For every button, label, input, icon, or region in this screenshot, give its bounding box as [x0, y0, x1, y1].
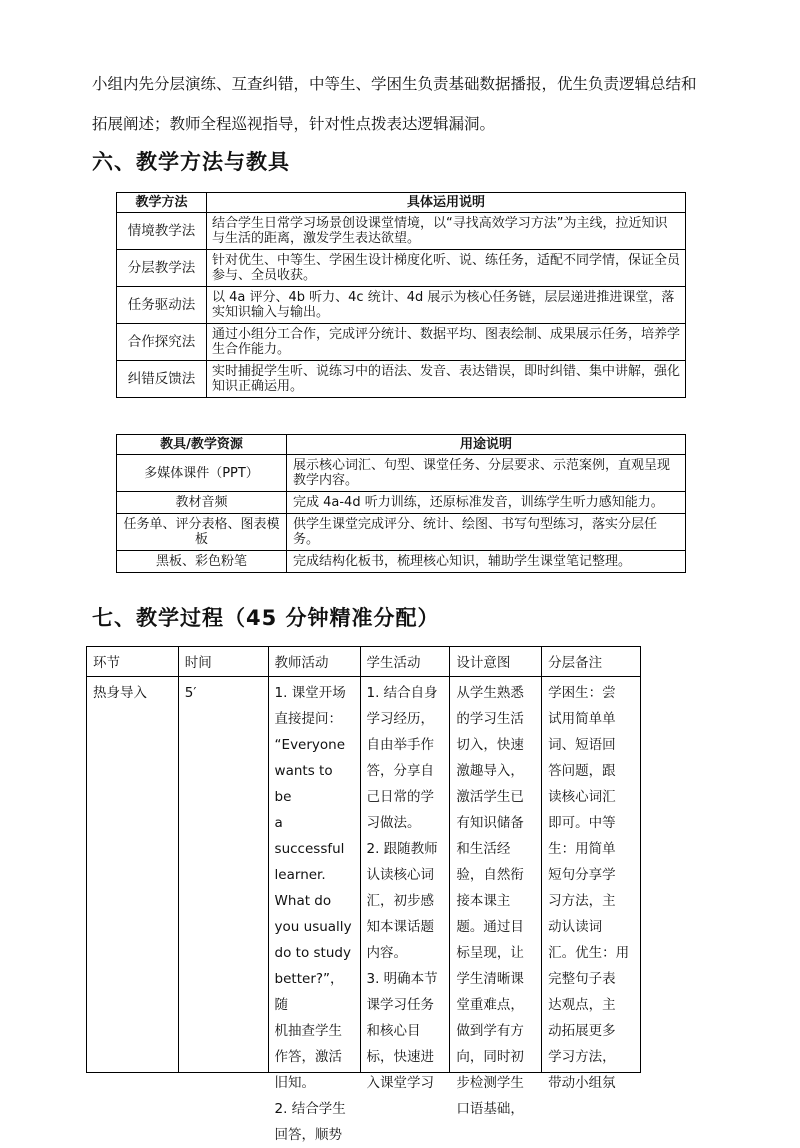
method-name: 任务驱动法	[117, 287, 207, 324]
table-row	[117, 514, 686, 551]
table-row	[117, 213, 686, 250]
method-name: 合作探究法	[117, 324, 207, 361]
teaching-tools-table	[116, 434, 686, 573]
column-header: 分层备注	[542, 647, 641, 677]
intro-line-1: 小组内先分层演练、互查纠错，中等生、学困生负责基础数据播报，优生负责逻辑总结和	[92, 75, 697, 93]
tool-description: 完成 4a-4d 听力训练，还原标准发音，训练学生听力感知能力。	[287, 492, 686, 514]
method-name: 纠错反馈法	[117, 361, 207, 398]
column-header: 教具/教学资源	[117, 435, 287, 455]
teaching-methods-table	[116, 192, 686, 398]
design-intent-text: 从学生熟悉 的学习生活 切入，快速 激趣导入， 激活学生已 有知识储备 和生活经 验，自然衔 接本课主 题。通过目 标呈现，让 学生清晰课 堂重难点， 做到学有方 向，同时初 步检测学生 口语基础，	[456, 685, 524, 1117]
table-header-row	[87, 647, 641, 677]
column-header: 时间	[178, 647, 268, 677]
table-row	[117, 250, 686, 287]
column-header: 教师活动	[268, 647, 360, 677]
tool-name: 多媒体课件（PPT）	[117, 455, 287, 492]
time-text: 5′	[184, 685, 197, 701]
column-header: 教学方法	[117, 193, 207, 213]
student-activity-cell	[360, 677, 450, 1091]
table-row	[117, 551, 686, 573]
intro-paragraph	[92, 64, 722, 144]
table-row	[117, 492, 686, 514]
column-header: 具体运用说明	[207, 193, 686, 213]
method-name: 分层教学法	[117, 250, 207, 287]
method-description: 结合学生日常学习场景创设课堂情境，以“寻找高效学习方法”为主线，拉近知识与生活的距离，激发学生表达欲望。	[207, 213, 686, 250]
stage-text: 热身导入	[93, 685, 147, 701]
teacher-activity-text: 1. 课堂开场 直接提问： “Everyone wants to be a successful learner. What do you usually do to study better?”，随 机抽查学生 作答，激活 旧知。 2. 结合学生 回答，顺势	[274, 685, 352, 1143]
stage-cell	[87, 677, 179, 1073]
column-header: 用途说明	[287, 435, 686, 455]
section-6-title: 六、教学方法与教具	[92, 150, 290, 174]
column-header: 环节	[87, 647, 179, 677]
table-row	[117, 455, 686, 492]
table-row	[117, 287, 686, 324]
teacher-activity-cell	[268, 677, 360, 1143]
method-name: 情境教学法	[117, 213, 207, 250]
table-row	[87, 677, 641, 1073]
table-header-row	[117, 435, 686, 455]
tool-description: 展示核心词汇、句型、课堂任务、分层要求、示范案例，直观呈现教学内容。	[287, 455, 686, 492]
column-header: 设计意图	[450, 647, 542, 677]
teaching-process-table	[86, 646, 641, 1143]
table-row	[117, 361, 686, 398]
table-row	[117, 324, 686, 361]
tier-notes-text: 学困生：尝 试用简单单 词、短语回 答问题，跟 读核心词汇 即可。中等 生：用简单 短句分享学 习方法，主 动认读词 汇。优生：用 完整句子表 达观点，主 动拓展更多 学习方法， 带动小组氛	[548, 685, 630, 1091]
method-description: 实时捕捉学生听、说练习中的语法、发音、表达错误，即时纠错、集中讲解，强化知识正确运用。	[207, 361, 686, 398]
column-header: 学生活动	[360, 647, 450, 677]
tool-name: 黑板、彩色粉笔	[117, 551, 287, 573]
method-description: 以 4a 评分、4b 听力、4c 统计、4d 展示为核心任务链，层层递进推进课堂，落实知识输入与输出。	[207, 287, 686, 324]
method-description: 针对优生、中等生、学困生设计梯度化听、说、练任务，适配不同学情，保证全员参与、全员收获。	[207, 250, 686, 287]
method-description: 通过小组分工合作，完成评分统计、数据平均、图表绘制、成果展示任务，培养学生合作能力。	[207, 324, 686, 361]
intro-line-2: 拓展阐述；教师全程巡视指导，针对性点拨表达逻辑漏洞。	[92, 115, 496, 133]
tier-notes-cell	[542, 677, 641, 1091]
tool-name: 任务单、评分表格、图表模板	[117, 514, 287, 551]
tool-name: 教材音频	[117, 492, 287, 514]
tool-description: 供学生课堂完成评分、统计、绘图、书写句型练习，落实分层任务。	[287, 514, 686, 551]
table-header-row	[117, 193, 686, 213]
student-activity-text: 1. 结合自身 学习经历， 自由举手作 答，分享自 己日常的学 习做法。 2. 跟随教师 认读核心词 汇，初步感 知本课话题 内容。 3. 明确本节 课学习任务 和核心目 标，快速进 入课堂学习	[366, 685, 438, 1091]
tool-description: 完成结构化板书，梳理核心知识，辅助学生课堂笔记整理。	[287, 551, 686, 573]
section-7-title: 七、教学过程（45 分钟精准分配）	[92, 606, 440, 630]
design-intent-cell	[450, 677, 542, 1117]
time-cell	[178, 677, 268, 1073]
